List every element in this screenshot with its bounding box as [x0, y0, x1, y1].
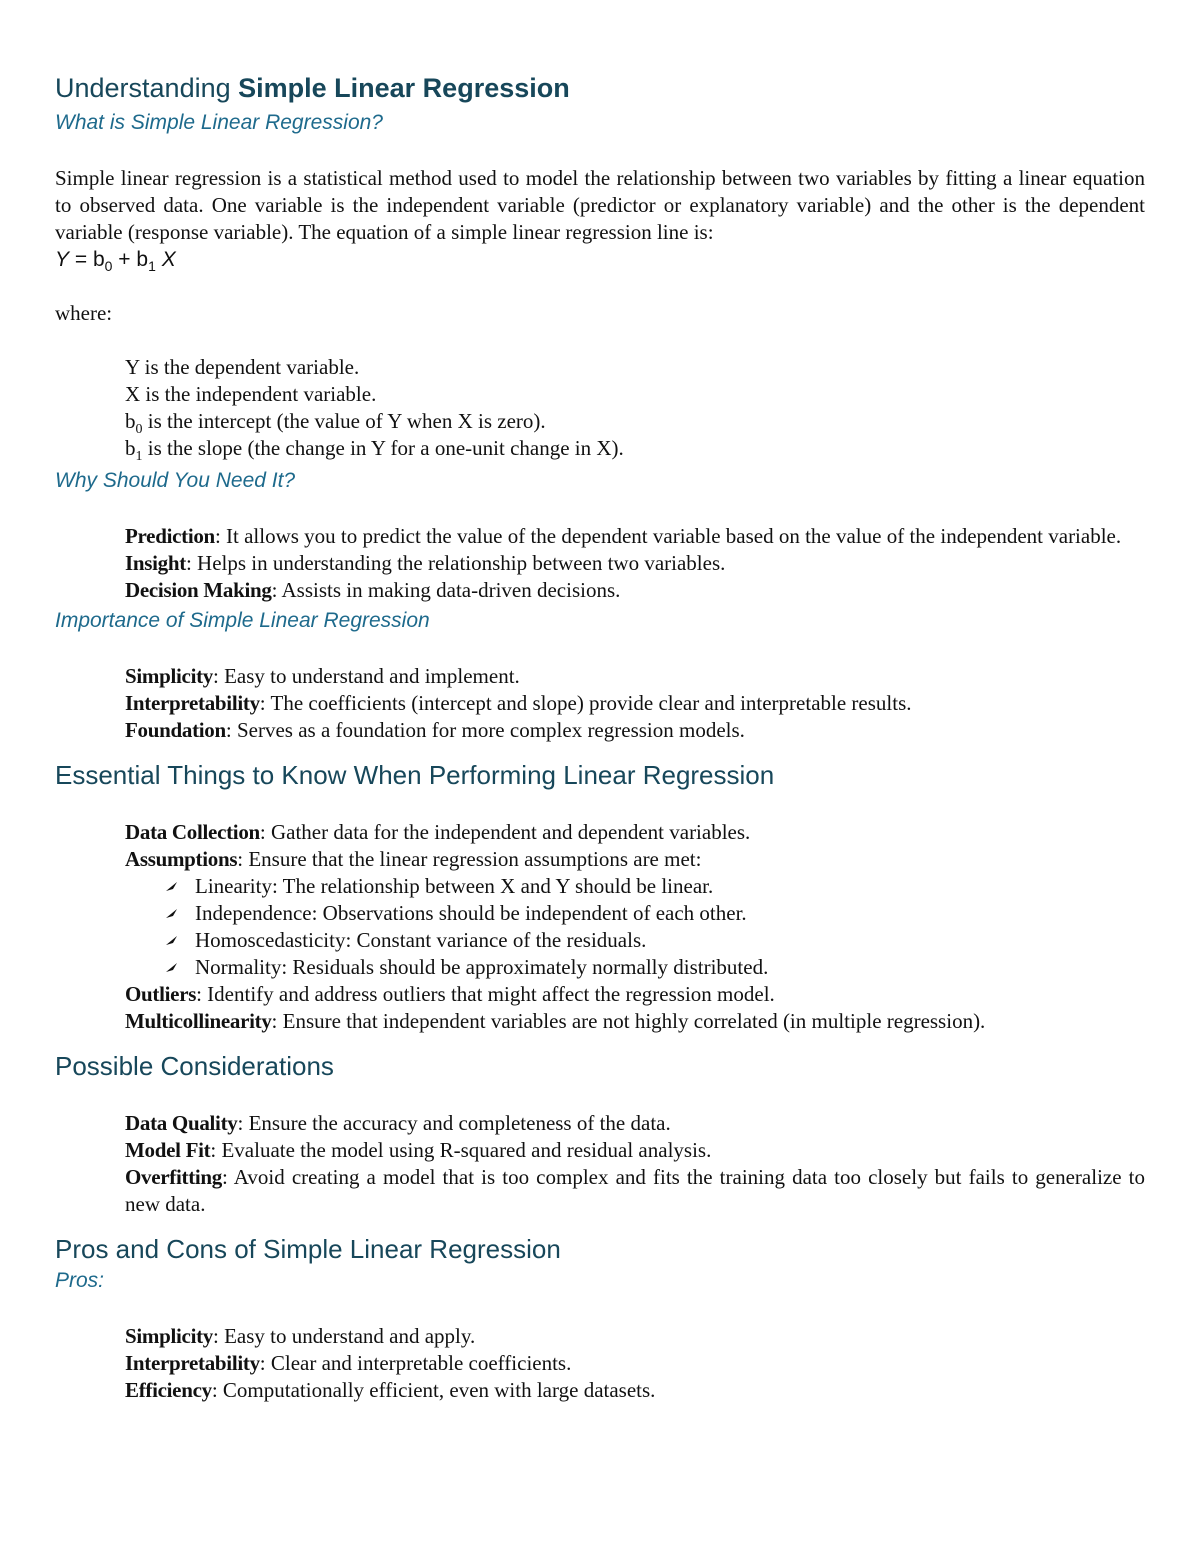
list-item: Foundation: Serves as a foundation for more complex regression models. — [125, 718, 745, 742]
assumption-item: Independence: Observations should be independent of each other. — [55, 900, 1145, 927]
heading-pros: Pros: — [55, 1269, 105, 1292]
definition-item: $b_0$ is the intercept (the value of Y when X is zero). — [125, 409, 546, 438]
arrow-bullet-icon — [165, 908, 178, 919]
arrow-bullet-icon — [165, 962, 178, 973]
list-item: Interpretability: Clear and interpretable coefficients. — [125, 1351, 572, 1375]
assumption-item: Normality: Residuals should be approximately normally distributed. — [55, 954, 1145, 981]
definitions-list — [55, 354, 1145, 465]
why-list — [55, 523, 1145, 604]
page-title: Understanding Simple Linear Regression — [55, 73, 570, 103]
definition-item: $b_1$ is the slope (the change in Y for a one-unit change in X). — [125, 436, 624, 465]
list-item: Model Fit: Evaluate the model using R-squared and residual analysis. — [125, 1138, 712, 1162]
list-item: Insight: Helps in understanding the relationship between two variables. — [125, 551, 726, 575]
pros-list — [55, 1323, 1145, 1404]
heading-importance: Importance of Simple Linear Regression — [55, 609, 430, 632]
definition-item: Y is the dependent variable. — [125, 355, 360, 379]
regression-equation: $Y = b_0 + b_1$ X — [55, 248, 176, 275]
list-item: Assumptions: Ensure that the linear regression assumptions are met: — [125, 847, 702, 871]
definition-item: X is the independent variable. — [125, 382, 377, 406]
list-item: Data Collection: Gather data for the independent and dependent variables. — [125, 820, 751, 844]
list-item: Overfitting: Avoid creating a model that is too complex and fits the training data too closely but fails to generalize to new data. — [125, 1165, 1145, 1216]
intro-paragraph: Simple linear regression is a statistical method used to model the relationship between two variables by fitting a linear equation to observed data. One variable is the independent variable (predictor or explanatory variable) and the other is the dependent variable (response variable). The equation of a simple linear regression line is: — [55, 166, 1145, 244]
assumption-item: Homoscedasticity: Constant variance of the residuals. — [55, 927, 1145, 954]
arrow-bullet-icon — [165, 935, 178, 946]
heading-considerations: Possible Considerations — [55, 1051, 334, 1081]
list-item: Efficiency: Computationally efficient, even with large datasets. — [125, 1378, 656, 1402]
essential-list — [55, 819, 1145, 1035]
heading-what-is: What is Simple Linear Regression? — [55, 111, 383, 134]
list-item: Interpretability: The coefficients (intercept and slope) provide clear and interpretable results. — [125, 691, 912, 715]
list-item: Simplicity: Easy to understand and implement. — [125, 664, 520, 688]
list-item: Outliers: Identify and address outliers that might affect the regression model. — [125, 982, 775, 1006]
heading-pros-cons: Pros and Cons of Simple Linear Regression — [55, 1234, 561, 1264]
list-item: Multicollinearity: Ensure that independent variables are not highly correlated (in multiple regression). — [125, 1009, 986, 1033]
heading-essential: Essential Things to Know When Performing Linear Regression — [55, 760, 775, 790]
list-item: Data Quality: Ensure the accuracy and completeness of the data. — [125, 1111, 671, 1135]
heading-why-need: Why Should You Need It? — [55, 469, 296, 492]
considerations-list — [55, 1110, 1145, 1218]
where-label: where: — [55, 301, 113, 325]
list-item: Simplicity: Easy to understand and apply. — [125, 1324, 476, 1348]
list-item: Prediction: It allows you to predict the value of the dependent variable based on the value of the independent variable. — [125, 524, 1122, 548]
arrow-bullet-icon — [165, 881, 178, 892]
document-body — [55, 70, 1145, 1404]
assumption-item: Linearity: The relationship between X and Y should be linear. — [55, 873, 1145, 900]
importance-list — [55, 663, 1145, 744]
list-item: Decision Making: Assists in making data-driven decisions. — [125, 578, 621, 602]
